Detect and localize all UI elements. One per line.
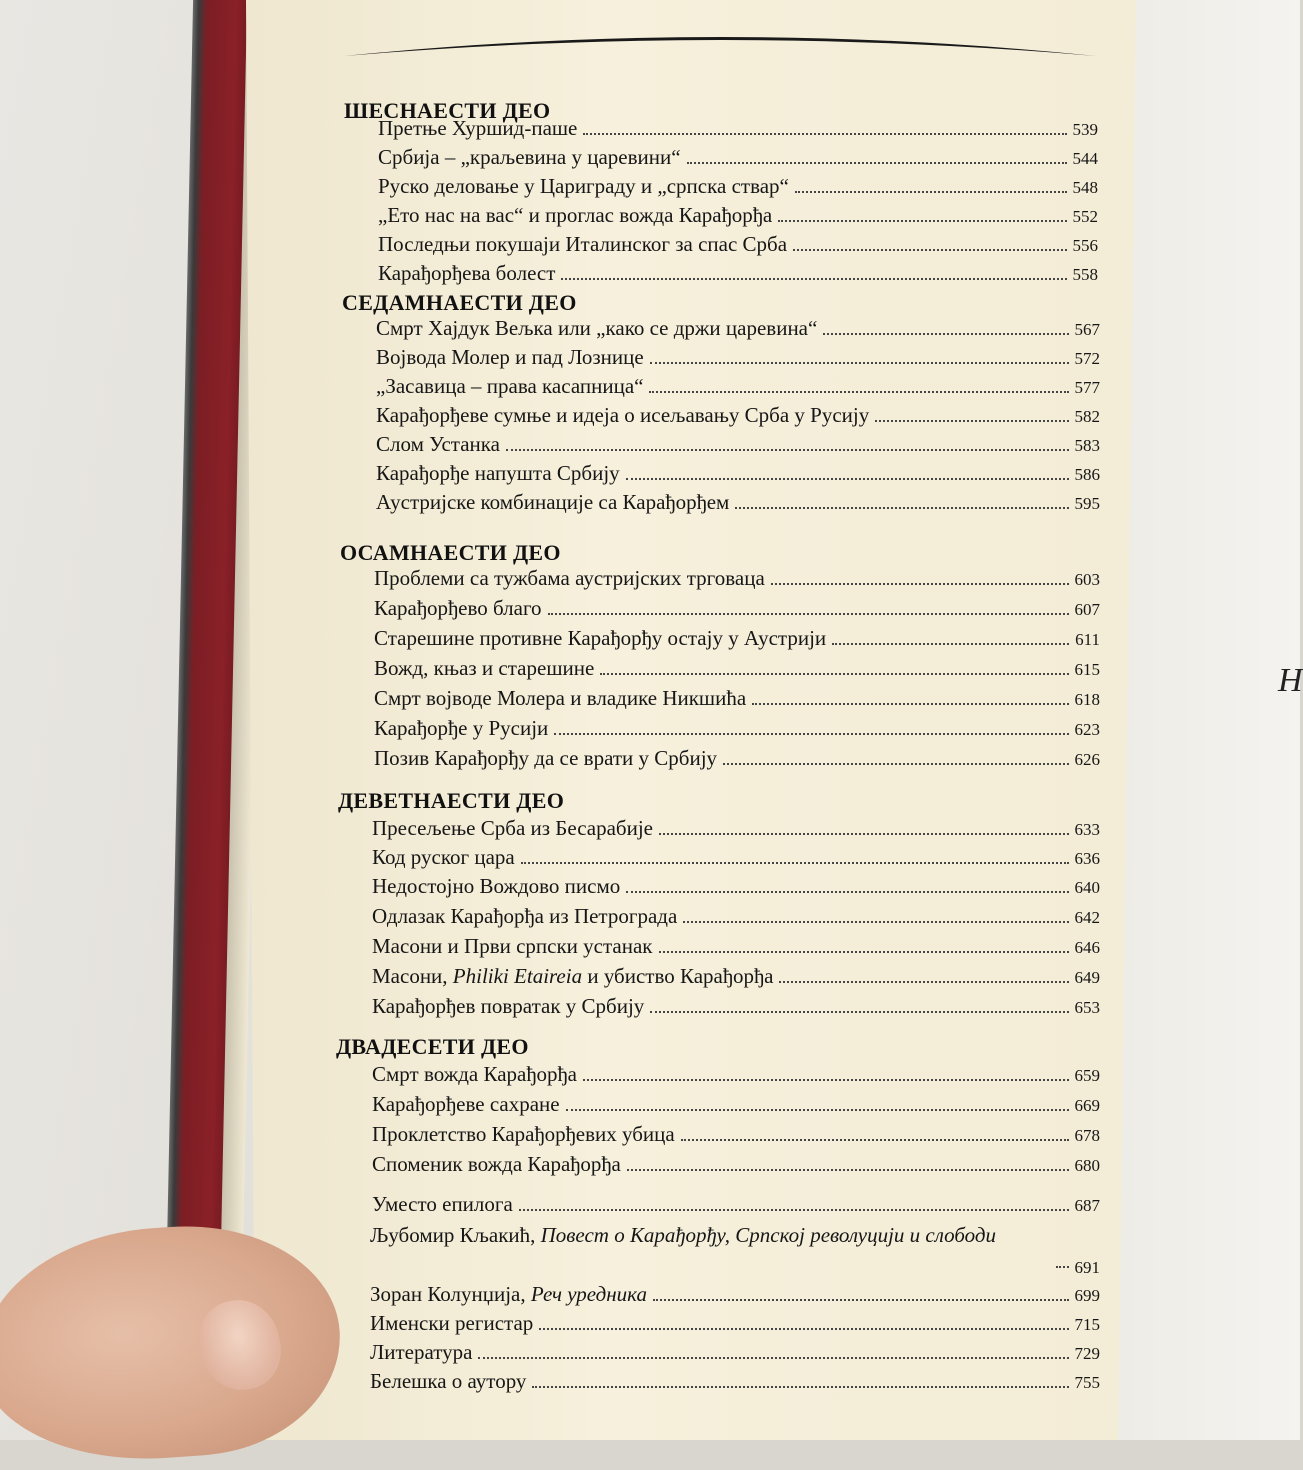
toc-entry[interactable]: Масони и Први српски устанак 646	[372, 934, 1100, 958]
toc-entry[interactable]: Споменик вожда Карађорђа 680	[372, 1152, 1100, 1176]
toc-entry[interactable]: Смрт војводе Молера и владике Никшића 618	[374, 686, 1100, 710]
toc-entry[interactable]: Старешине противне Карађорђу остају у Аустрији 611	[374, 626, 1100, 650]
toc-entry[interactable]: Код руског цара 636	[372, 845, 1100, 869]
toc-entry[interactable]: Војвода Молер и пад Лознице 572	[376, 345, 1100, 369]
toc-entry[interactable]: Карађорђе напушта Србију 586	[376, 461, 1100, 485]
toc-entry[interactable]: Карађорђе у Русији 623	[374, 716, 1100, 740]
toc-entry[interactable]: Претње Хуршид-паше 539	[378, 116, 1098, 140]
toc-entry[interactable]: Смрт вожда Карађорђа 659	[372, 1062, 1100, 1086]
toc-entry[interactable]: Проклетство Карађорђевих убица 678	[372, 1122, 1100, 1146]
toc-entry[interactable]: Одлазак Карађорђа из Петрограда 642	[372, 904, 1100, 928]
toc-entry[interactable]: Карађорђева болест 558	[378, 261, 1098, 285]
facing-page-letter: Н	[1278, 662, 1303, 699]
toc-entry[interactable]: Руско деловање у Цариграду и „српска ствар“ 548	[378, 174, 1098, 198]
section-heading: ШЕСНАЕСТИ ДЕО	[344, 98, 551, 123]
toc-entry[interactable]: Карађорђеве сумње и идеја о исељавању Срба у Русију 582	[376, 403, 1100, 427]
toc-entry[interactable]: Карађорђев повратак у Србију 653	[372, 994, 1100, 1018]
toc-entry[interactable]: Љубомир Кљакић, Повест о Карађорђу, Српској револуцији и слободи 691	[370, 1223, 1100, 1277]
toc-entry[interactable]: Литература 729	[370, 1340, 1100, 1364]
toc-entry[interactable]: Недостојно Вождово писмо 640	[372, 874, 1100, 898]
section-heading: ДВАДЕСЕТИ ДЕО	[336, 1034, 529, 1059]
toc-entry[interactable]: Пресељење Срба из Бесарабије 633	[372, 816, 1100, 840]
toc-entry[interactable]: Белешка о аутору 755	[370, 1369, 1100, 1393]
toc-entry[interactable]: Масони, Philiki Etaireia и убиство Карађорђа 649	[372, 964, 1100, 988]
toc-entry[interactable]: Србија – „краљевина у царевини“ 544	[378, 145, 1098, 169]
toc-entry[interactable]: Уместо епилога 687	[372, 1192, 1100, 1216]
section-heading: ДЕВЕТНАЕСТИ ДЕО	[338, 788, 565, 813]
toc-entry[interactable]: Проблеми са тужбама аустријских трговаца 603	[374, 566, 1100, 590]
toc-entry[interactable]: Карађорђеве сахране 669	[372, 1092, 1100, 1116]
toc-entry[interactable]: „Засавица – права касапница“ 577	[376, 374, 1100, 398]
toc-entry[interactable]: Вожд, књаз и старешине 615	[374, 656, 1100, 680]
toc-entry[interactable]: Зоран Колунџија, Реч уредника 699	[370, 1282, 1100, 1306]
toc-entry[interactable]: Слом Устанка 583	[376, 432, 1100, 456]
toc-entry[interactable]: Именски регистар 715	[370, 1311, 1100, 1335]
toc-entry[interactable]: Позив Карађорђу да се врати у Србију 626	[374, 746, 1100, 770]
toc-entry[interactable]: Последњи покушаји Италинског за спас Срба 556	[378, 232, 1098, 256]
section-heading: СЕДАМНАЕСТИ ДЕО	[342, 290, 577, 315]
section-heading: ОСАМНАЕСТИ ДЕО	[340, 540, 561, 565]
toc-entry[interactable]: Аустријске комбинације са Карађорђем 595	[376, 490, 1100, 514]
toc-entry[interactable]: „Ето нас на вас“ и проглас вожда Карађорђа 552	[378, 203, 1098, 227]
toc-entry[interactable]: Карађорђево благо 607	[374, 596, 1100, 620]
toc-entry[interactable]: Смрт Хајдук Вељка или „како се држи царевина“ 567	[376, 316, 1100, 340]
